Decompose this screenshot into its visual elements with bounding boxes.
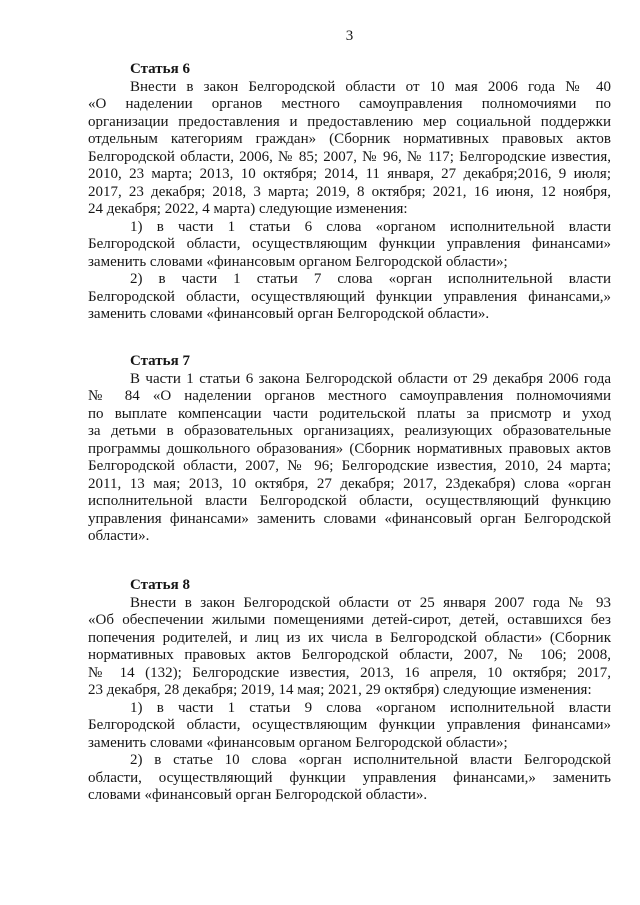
text-line: нормативных правовых актов Белгородской области, 2007, № 106; 2008, — [88, 647, 611, 663]
text-line: Белгородской области, осуществляющим функции управления финансами» — [88, 236, 611, 252]
text-line: словами «финансовый орган Белгородской области». — [88, 787, 428, 803]
article-heading: Статья 7 — [130, 353, 190, 369]
article-paragraph — [88, 371, 611, 546]
article-7 — [88, 353, 611, 546]
text-line: Внести в закон Белгородской области от 10 мая 2006 года № 40 — [130, 78, 611, 95]
text-line: области, осуществляющий функции управления финансами,» заменить — [88, 769, 611, 786]
text-line: В части 1 статьи 6 закона Белгородской области от 29 декабря 2006 года — [130, 370, 611, 387]
text-line: за детьми в образовательных организациях, реализующих образовательные — [88, 423, 611, 439]
text-line: 1) в части 1 статьи 6 слова «органом исполнительной власти — [130, 218, 611, 235]
article-paragraph — [88, 79, 611, 219]
text-line: Белгородской области, 2006, № 85; 2007, № 96, № 117; Белгородские известия, — [88, 148, 611, 165]
text-line: области». — [88, 528, 150, 544]
text-line: программы дошкольного образования» (Сборник нормативных правовых актов — [88, 440, 611, 457]
text-line: заменить словами «финансовый орган Белгородской области». — [88, 306, 490, 322]
text-line: 2) в статье 10 слова «орган исполнительной власти Белгородской — [130, 752, 611, 768]
text-line: Белгородской области, 2007, № 96; Белгородские известия, 2010, 24 марта; — [88, 458, 611, 474]
text-line: 24 декабря; 2022, 4 марта) следующие изменения: — [88, 201, 408, 217]
text-line: Внести в закон Белгородской области от 25 января 2007 года № 93 — [130, 594, 611, 611]
text-line: 2) в части 1 статьи 7 слова «орган исполнительной власти — [130, 271, 611, 287]
text-line: «Об обеспечении жилыми помещениями детей-сирот, детей, оставшихся без — [88, 612, 611, 628]
article-paragraph — [88, 271, 611, 324]
text-line: 1) в части 1 статьи 9 слова «органом исполнительной власти — [130, 699, 611, 716]
page-number: 3 — [345, 28, 354, 44]
text-line: по выплате компенсации части родительской платы за присмотр и уход — [88, 405, 611, 422]
text-line: 2017, 23 декабря; 2018, 3 марта; 2019, 8 октября; 2021, 16 июня, 12 ноября, — [88, 183, 611, 200]
text-line: заменить словами «финансовым органом Белгородской области»; — [88, 734, 508, 751]
article-paragraph — [88, 700, 611, 753]
text-line: 2011, 13 мая; 2013, 10 октября, 27 декабря; 2017, 23декабря) слова «орган — [88, 475, 611, 492]
text-line: организации предоставления и предоставлению мер социальной поддержки — [88, 113, 611, 130]
text-line: 23 декабря, 28 декабря; 2019, 14 мая; 2021, 29 октября) следующие изменения: — [88, 682, 592, 698]
text-line: 2010, 23 марта; 2013, 10 октября; 2014, 11 января, 27 декабря;2016, 9 июля; — [88, 166, 611, 182]
article-heading: Статья 6 — [130, 61, 190, 77]
text-line: № 14 (132); Белгородские известия, 2013, 16 апреля, 10 октября; 2017, — [88, 664, 611, 681]
article-paragraph — [88, 595, 611, 700]
article-heading: Статья 8 — [130, 577, 190, 593]
text-line: попечения родителей, и лиц из их числа в Белгородской области» (Сборник — [88, 629, 611, 646]
text-line: № 84 «О наделении органов местного самоуправления полномочиями — [88, 388, 611, 404]
text-line: исполнительной власти Белгородской области, осуществляющий функцию — [88, 493, 611, 509]
article-6 — [88, 61, 611, 324]
article-8 — [88, 577, 611, 805]
text-line: Белгородской области, осуществляющим функции управления финансами» — [88, 717, 611, 733]
article-paragraph — [88, 752, 611, 805]
text-line: Белгородской области, осуществляющий функции управления финансами,» — [88, 288, 611, 305]
article-paragraph — [88, 219, 611, 272]
text-line: заменить словами «финансовым органом Белгородской области»; — [88, 253, 508, 270]
text-line: отдельным категориям граждан» (Сборник нормативных правовых актов — [88, 131, 611, 147]
text-line: управления финансами» заменить словами «финансовый орган Белгородской — [88, 510, 611, 527]
text-line: «О наделении органов местного самоуправления полномочиями по — [88, 96, 611, 112]
